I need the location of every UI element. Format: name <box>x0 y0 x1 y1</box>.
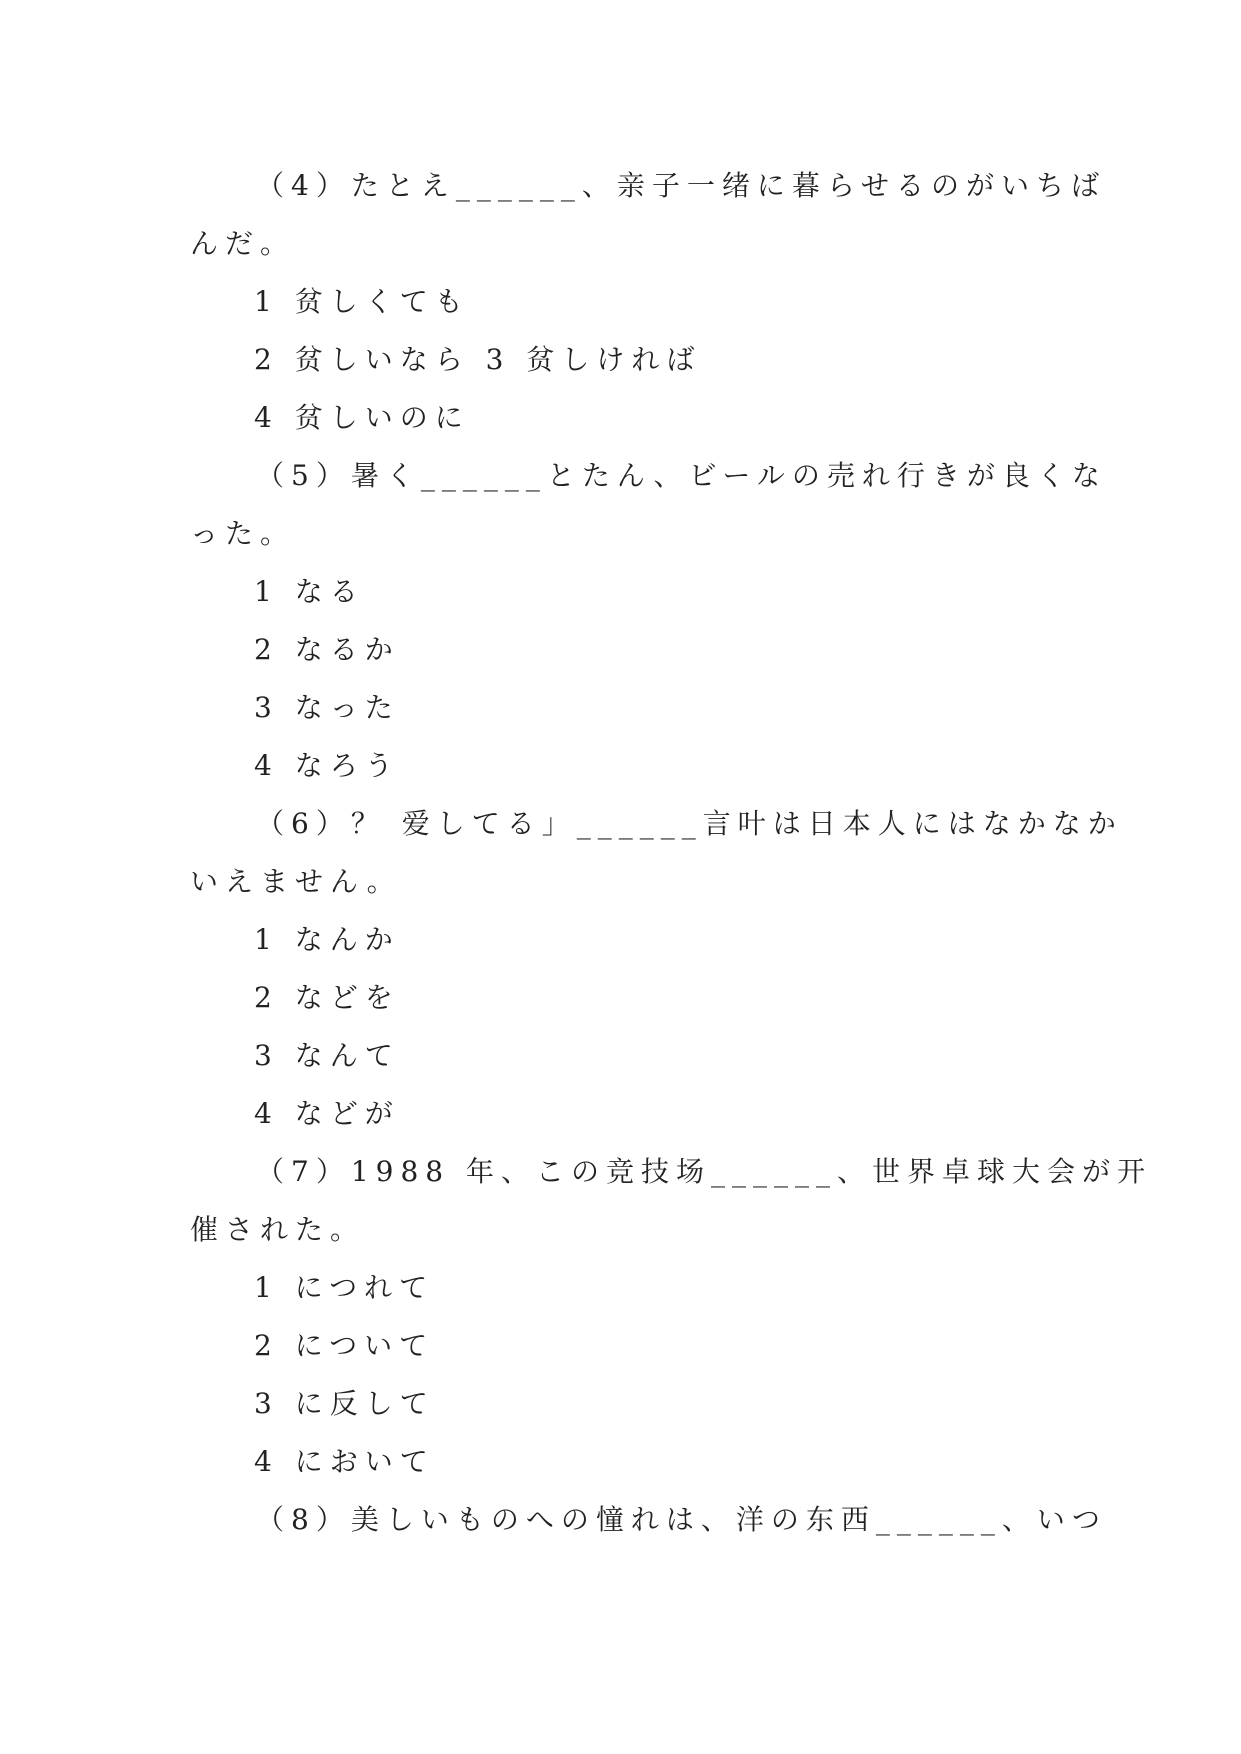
question-4: （4）たとえ______、亲子一绪に暮らせるのがいちば <box>256 169 1106 202</box>
option-5-1: 1 なる <box>254 575 365 608</box>
option-7-3: 3 に反して <box>254 1387 435 1420</box>
option-6-2: 2 などを <box>254 981 400 1014</box>
question-8: （8）美しいものへの憧れは、洋の东西______、いつ <box>256 1503 1107 1536</box>
option-5-4: 4 なろう <box>254 749 400 782</box>
option-7-1: 1 につれて <box>254 1271 435 1304</box>
question-7: （7）1988 年、この竞技场______、世界卓球大会が开 <box>256 1155 1152 1188</box>
option-4-1: 1 贫しくても <box>254 285 470 318</box>
option-6-4: 4 などが <box>254 1097 400 1130</box>
question-5-continuation: った。 <box>190 517 296 550</box>
option-7-4: 4 において <box>254 1445 435 1478</box>
question-6-continuation: いえません。 <box>190 865 402 898</box>
question-4-continuation: んだ。 <box>190 227 296 260</box>
option-7-2: 2 について <box>254 1329 435 1362</box>
option-4-4: 4 贫しいのに <box>254 401 470 434</box>
question-5: （5）暑く______とたん、ビールの売れ行きが良くな <box>256 459 1107 492</box>
option-6-1: 1 なんか <box>254 923 400 956</box>
option-5-2: 2 なるか <box>254 633 400 666</box>
question-7-continuation: 催された。 <box>190 1213 366 1246</box>
question-6: （6）？ 爱してる」______言叶は日本人にはなかなか <box>256 807 1123 840</box>
option-5-3: 3 なった <box>254 691 400 724</box>
option-4-2-3: 2 贫しいなら 3 贫しければ <box>254 343 702 376</box>
option-6-3: 3 なんて <box>254 1039 400 1072</box>
